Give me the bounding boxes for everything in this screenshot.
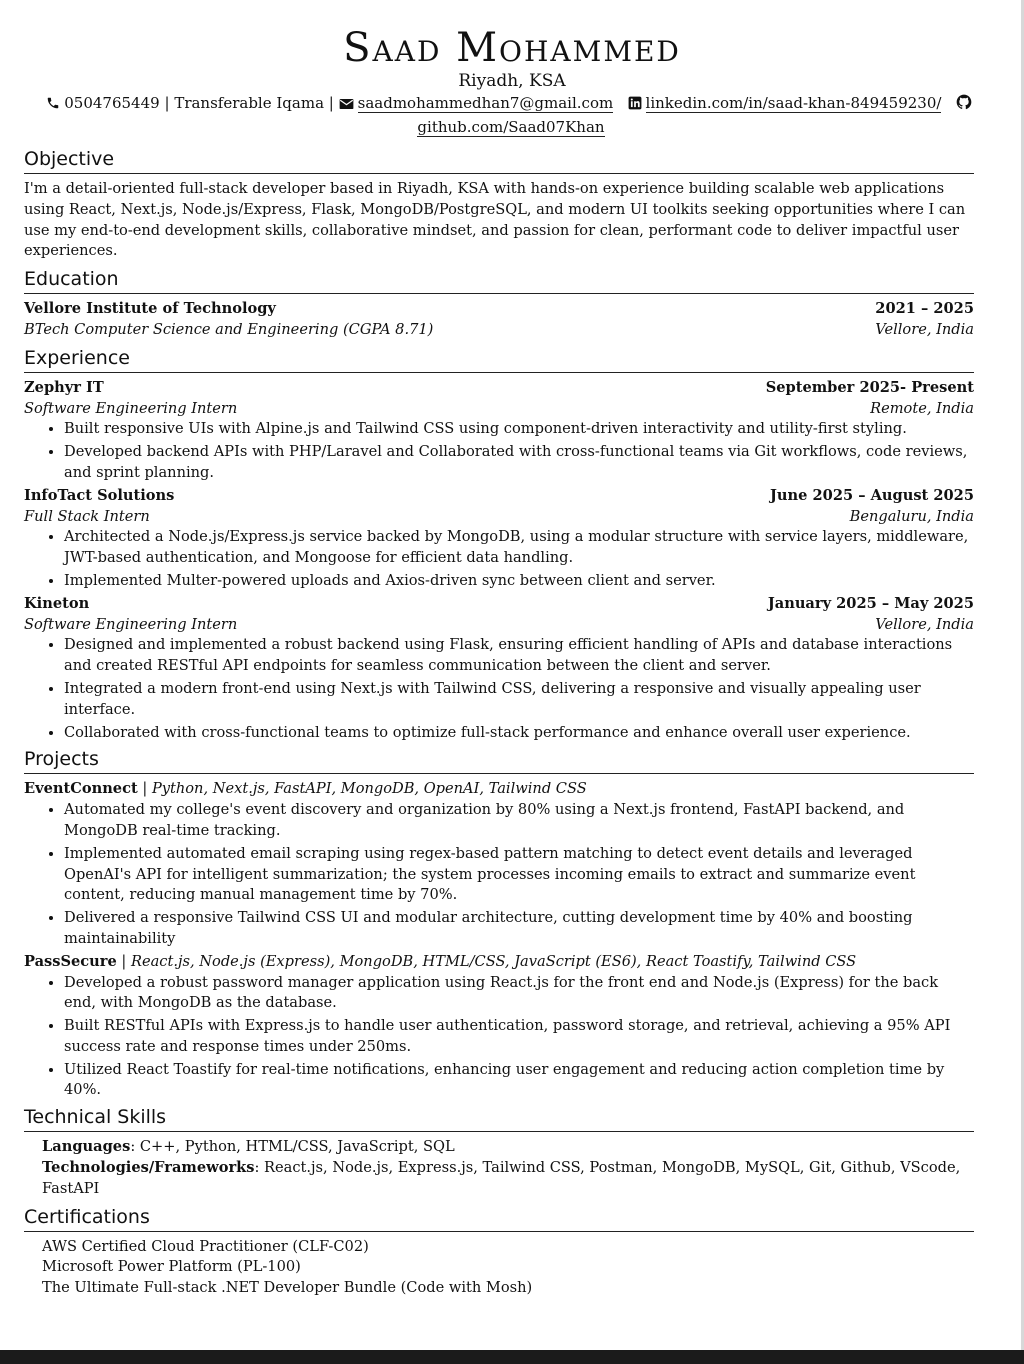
project-name: EventConnect [24,780,138,798]
linkedin-link[interactable]: linkedin.com/in/saad-khan-849459230/ [645,94,942,112]
languages-label: Languages [42,1138,131,1156]
job-entry [24,594,974,744]
phone-icon [46,94,60,116]
job-location: Bengaluru, India [849,507,974,525]
job-dates: September 2025- Present [765,378,974,396]
company-name: InfoTact Solutions [24,486,175,504]
github-icon[interactable] [956,94,972,116]
bullet-item: • Developed backend APIs with PHP/Laravel and Collaborated with cross-functional teams via Git workflows, code reviews, and sprint planning. [64,442,974,484]
separator: | [328,94,334,112]
job-bullets [24,635,974,743]
education-dates: 2021 – 2025 [875,300,974,318]
company-name: Kineton [24,594,90,612]
technologies-line [42,1158,974,1200]
bottom-bar [0,1350,1024,1364]
linkedin-icon [628,94,642,116]
job-dates: June 2025 – August 2025 [770,486,974,504]
separator: | [164,94,170,112]
bullet-item: • Utilized React Toastify for real-time notifications, enhancing user engagement and reducing action completion time by 40%. [64,1060,974,1102]
job-location: Remote, India [870,399,974,417]
job-entry [24,486,974,592]
bullet-item: • Developed a robust password manager application using React.js for the front end and Node.js (Express) for the back end, with MongoDB as the database. [64,973,974,1015]
job-role: Full Stack Intern [24,507,150,525]
job-role: Software Engineering Intern [24,399,238,417]
phone-number: 0504765449 [64,94,160,112]
objective-text: I'm a detail-oriented full-stack developer based in Riyadh, KSA with hands-on experience building scalable web applications using React, Next.js, Node.js/Express, Flask, MongoDB/PostgreSQL, and modern UI toolkits seeking opportunities where I can use my end-to-end development skills, collaborative mindset, and passion for clean, performant code to deliver impactful user experiences. [24,180,966,260]
bullet-item: • Delivered a responsive Tailwind CSS UI and modular architecture, cutting development time by 40% and boosting maintainability [64,908,974,950]
school-name: Vellore Institute of Technology [24,300,276,318]
github-link[interactable]: github.com/Saad07Khan [417,118,605,136]
job-location: Vellore, India [875,615,974,633]
job-bullets [24,527,974,591]
bullet-item: • Collaborated with cross-functional teams to optimize full-stack performance and enhance overall user experience. [64,723,974,744]
certification-item: The Ultimate Full-stack .NET Developer Bundle (Code with Mosh) [42,1279,533,1297]
objective-heading: Objective [24,146,974,174]
languages-line [42,1137,974,1158]
resume-body [24,143,974,1299]
education-details [24,320,974,341]
technologies-value: : React.js, Node.js, Express.js, Tailwind CSS, Postman, MongoDB, MySQL, Git, Github, VScode, FastAPI [42,1159,961,1197]
projects-heading: Projects [24,746,974,774]
skills-heading: Technical Skills [24,1104,974,1132]
candidate-location: Riyadh, KSA [458,71,566,91]
certifications-heading: Certifications [24,1204,974,1232]
skills-list [24,1137,974,1199]
technologies-label: Technologies/Frameworks [42,1159,255,1177]
certification-item: Microsoft Power Platform (PL-100) [42,1258,301,1276]
project-stack: React.js, Node.js (Express), MongoDB, HTML/CSS, JavaScript (ES6), React Toastify, Tailwind CSS [130,952,857,970]
bullet-item: • Integrated a modern front-end using Next.js with Tailwind CSS, delivering a responsive and visually appealing user interface. [64,679,974,721]
project-entry: EventConnect | Python, Next.js, FastAPI, MongoDB, OpenAI, Tailwind CSS • Automated my college's event discovery and organization by 80% using a Next.js frontend, FastAPI backend, and MongoDB real-time tracking. • Implemented automated email scraping using regex-based pattern matching to detect event details and leveraged OpenAI's API for intelligent summarization; the system processes incoming emails to extract and summarize event content, reducing manual management time by 70%. • Delivered a responsive Tailwind CSS UI and modular architecture, cutting development time by 40% and boosting maintainability [24,779,974,949]
bullet-item: • Designed and implemented a robust backend using Flask, ensuring efficient handling of APIs and database interactions and created RESTful API endpoints for seamless communication between the client and server. [64,635,974,677]
degree: BTech Computer Science and Engineering (CGPA 8.71) [24,320,434,338]
email-icon [339,94,354,116]
candidate-name: Saad Mohammed [343,25,681,71]
bullet-item: • Implemented automated email scraping using regex-based pattern matching to detect event details and leveraged OpenAI's API for intelligent summarization; the system processes incoming emails to extract and summarize event content, reducing manual management time by 70%. [64,844,974,906]
education-entry [24,299,974,320]
bullet-item: • Built responsive UIs with Alpine.js and Tailwind CSS using component-driven interactivity and utility-first styling. [64,419,974,440]
bullet-item: • Automated my college's event discovery and organization by 80% using a Next.js frontend, FastAPI backend, and MongoDB real-time tracking. [64,800,974,842]
contact-line [36,92,986,138]
company-name: Zephyr IT [24,378,104,396]
languages-value: : C++, Python, HTML/CSS, JavaScript, SQL [130,1138,455,1156]
email-link[interactable]: saadmohammedhan7@gmail.com [357,94,614,112]
iqama-status: Transferable Iqama [174,94,325,112]
job-role: Software Engineering Intern [24,615,238,633]
job-bullets [24,419,974,483]
bullet-item: • Built RESTful APIs with Express.js to handle user authentication, password storage, and retrieval, achieving a 95% API success rate and response times under 250ms. [64,1016,974,1058]
experience-heading: Experience [24,345,974,373]
project-bullets [24,800,974,950]
project-entry: PassSecure | React.js, Node.js (Express), MongoDB, HTML/CSS, JavaScript (ES6), React Toastify, Tailwind CSS • Developed a robust password manager application using React.js for the front end and Node.js (Express) for the back end, with MongoDB as the database. • Built RESTful APIs with Express.js to handle user authentication, password storage, and retrieval, achieving a 95% API success rate and response times under 250ms. • Utilized React Toastify for real-time notifications, enhancing user engagement and reducing action completion time by 40%. [24,952,974,1102]
job-dates: January 2025 – May 2025 [767,594,974,612]
bullet-item: • Architected a Node.js/Express.js service backed by MongoDB, using a modular structure with service layers, middleware, JWT-based authentication, and Mongoose for efficient data handling. [64,527,974,569]
project-name: PassSecure [24,952,117,970]
education-location: Vellore, India [875,320,974,338]
education-heading: Education [24,266,974,294]
certifications-list [24,1237,974,1299]
certification-item: AWS Certified Cloud Practitioner (CLF-C02) [42,1237,369,1255]
project-bullets [24,973,974,1102]
project-stack: Python, Next.js, FastAPI, MongoDB, OpenAI, Tailwind CSS [151,780,587,798]
job-entry [24,378,974,484]
bullet-item: • Implemented Multer-powered uploads and Axios-driven sync between client and server. [64,571,974,592]
